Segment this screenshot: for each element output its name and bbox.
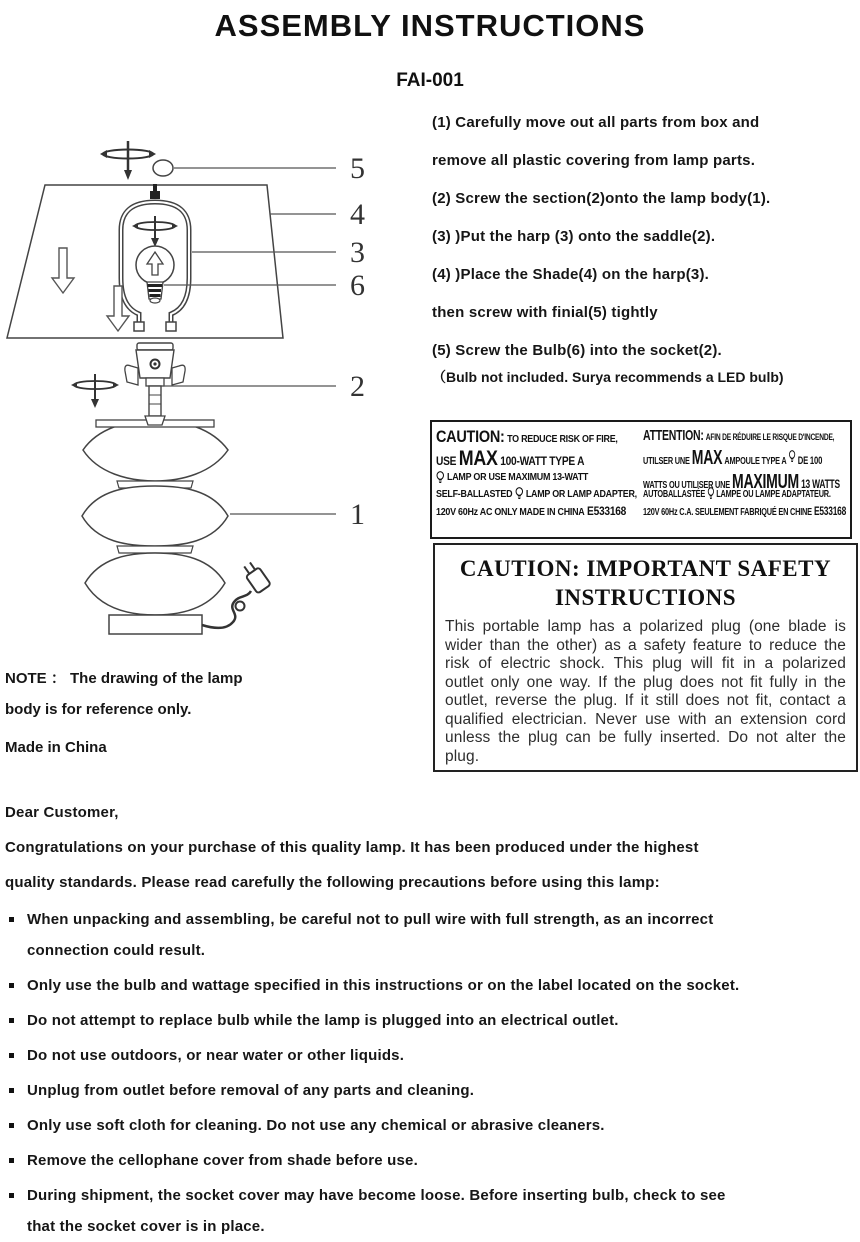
wattage-caution-english: CAUTION: TO REDUCE RISK OF FIRE, USE MAX 100-WATT TYPE A LAMP OR USE MAXIMUM 13-WATT SELF-BALLASTED LAMP OR LAMP ADAPTER, 120V 60Hz AC ONLY MADE IN CHINA E533168 <box>436 427 637 518</box>
note-line-1: NOTE ： The drawing of the lamp <box>5 670 243 687</box>
socket-part <box>125 343 185 425</box>
callout-6: 6 <box>350 269 365 302</box>
bullet-square-icon <box>9 1193 14 1198</box>
step-line-1b: remove all plastic covering from lamp parts. <box>432 152 756 169</box>
precaution-item: Do not attempt to replace bulb while the lamp is plugged into an electrical outlet. <box>5 1005 857 1036</box>
step-line-3: (3) )Put the harp (3) onto the saddle(2). <box>432 228 716 245</box>
assembly-steps <box>432 112 858 386</box>
step-line-1: (1) Carefully move out all parts from box and <box>432 114 760 131</box>
bullet-square-icon <box>9 1158 14 1163</box>
reference-note <box>5 663 243 725</box>
bullet-square-icon <box>9 917 14 922</box>
lamp-body-part <box>82 420 228 634</box>
precaution-item: When unpacking and assembling, be careful not to pull wire with full strength, as an incorrect connection could result. <box>5 904 857 966</box>
greeting: Dear Customer, <box>5 804 119 821</box>
model-number: FAI-001 <box>396 70 464 91</box>
wattage-caution-label <box>430 420 852 539</box>
page-title: ASSEMBLY INSTRUCTIONS <box>214 8 646 43</box>
screw-rotation-icon <box>100 141 156 180</box>
bullet-square-icon <box>9 1088 14 1093</box>
bullet-square-icon <box>9 1053 14 1058</box>
callout-3: 3 <box>350 236 365 269</box>
bulb-not-included-note: （Bulb not included. Surya recommends a LED bulb) <box>432 369 784 385</box>
precaution-item: Only use soft cloth for cleaning. Do not use any chemical or abrasive cleaners. <box>5 1110 857 1141</box>
callout-4: 4 <box>350 198 365 231</box>
step-line-4: (4) )Place the Shade(4) on the harp(3). <box>432 266 710 283</box>
lamp-assembly-diagram <box>0 128 420 673</box>
max-word: MAX <box>458 447 498 470</box>
note-line-2: body is for reference only. <box>5 701 192 718</box>
bulb-icon <box>789 450 796 468</box>
precaution-item: Remove the cellophane cover from shade before use. <box>5 1145 857 1176</box>
step-line-2: (2) Screw the section(2)onto the lamp body(1). <box>432 190 771 207</box>
bullet-square-icon <box>9 1018 14 1023</box>
intro-line-1: Congratulations on your purchase of this quality lamp. It has been produced under the highest <box>5 839 699 856</box>
ul-file-number: E533168 <box>813 504 846 518</box>
precaution-item: Only use the bulb and wattage specified in this instructions or on the label located on the socket. <box>5 970 857 1001</box>
precaution-item: Do not use outdoors, or near water or other liquids. <box>5 1040 857 1071</box>
callout-1: 1 <box>350 498 365 531</box>
attention-word: ATTENTION: <box>643 427 704 444</box>
safety-instructions-box <box>433 543 858 772</box>
precaution-item: Unplug from outlet before removal of any parts and cleaning. <box>5 1075 857 1106</box>
screw-rotation-icon <box>71 374 119 408</box>
max-word: MAX <box>691 447 723 469</box>
bulb-icon <box>515 487 524 505</box>
ul-file-number: E533168 <box>587 504 627 518</box>
precaution-item: During shipment, the socket cover may have become loose. Before inserting bulb, check to see that the socket cover is in place. <box>5 1180 857 1242</box>
callout-5: 5 <box>350 152 365 185</box>
step-line-4b: then screw with finial(5) tightly <box>432 304 658 321</box>
intro-line-2: quality standards. Please read carefully the following precautions before using this lamp: <box>5 874 660 891</box>
wattage-caution-french: ATTENTION: AFIN DE RÉDUIRE LE RISQUE D'INCENDE, UTILSER UNE MAX AMPOULE TYPE A DE 100 WATTS OU UTILISER UNE MAXIMUM 13 WATTS AUTOBALLASTÉE LAMPE OU LAMPE ADAPTATEUR. 120V 60Hz C.A. SEULEMENT FABRIQUÉ EN CHINE E533168 <box>643 427 846 518</box>
safety-title-line1: CAUTION: IMPORTANT SAFETY <box>459 556 832 581</box>
finial-part <box>153 160 173 176</box>
bulb-icon <box>436 471 445 489</box>
bulb-icon <box>707 487 714 505</box>
bullet-square-icon <box>9 983 14 988</box>
made-in-label: Made in China <box>5 739 107 756</box>
caution-word: CAUTION: <box>436 427 505 446</box>
safety-body-text: This portable lamp has a polarized plug (one blade is wider than the other) as a safety feature to reduce the risk of electric shock. This plug will fit in a polarized outlet only one way. If the plug does not fit fully in the outlet, reverse the plug. If it still does not fit, contact a qualified electrician. Never use with an extension cord unless the plug can be fully inserted. Do not alter the plug. <box>445 618 846 765</box>
maximum-word: MAXIMUM <box>732 471 799 493</box>
callout-2: 2 <box>350 370 365 403</box>
bullet-square-icon <box>9 1123 14 1128</box>
step-line-5: (5) Screw the Bulb(6) into the socket(2). <box>432 342 722 359</box>
safety-title-line2: INSTRUCTIONS <box>554 585 737 610</box>
customer-section <box>5 795 857 1242</box>
